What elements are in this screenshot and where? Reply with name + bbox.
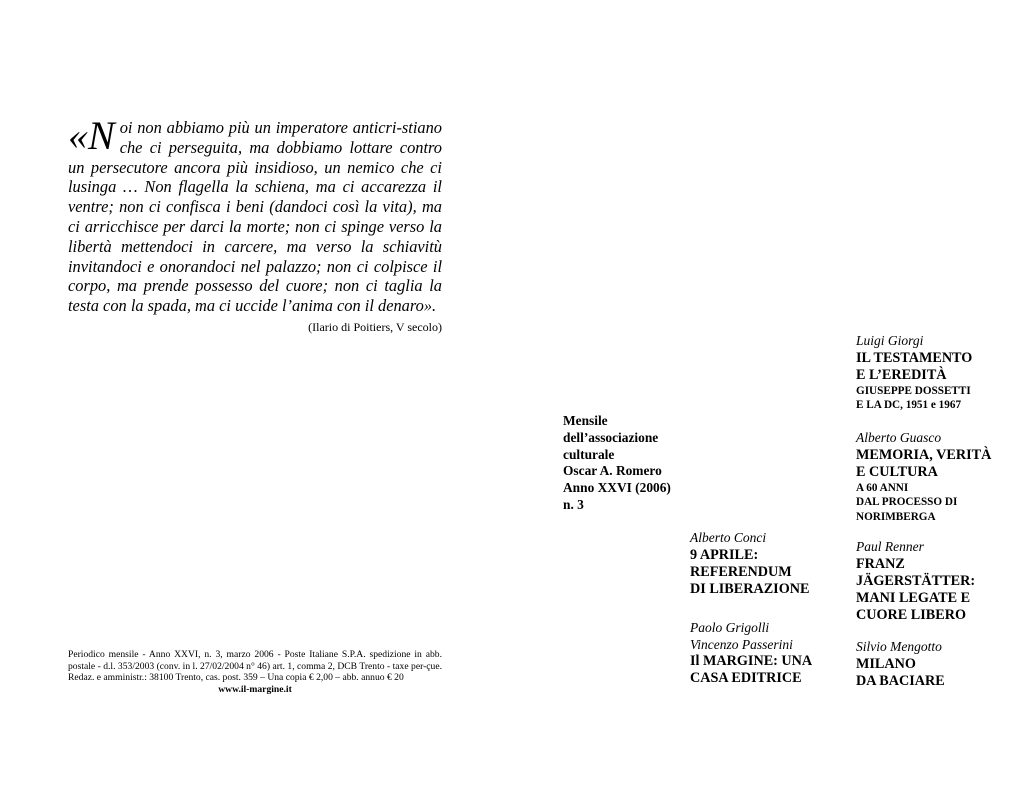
epigraph <box>68 113 442 335</box>
article-title: DA BACIARE <box>856 672 945 689</box>
article-author: Luigi Giorgi <box>856 333 924 348</box>
article-subtitle: E LA DC, 1951 e 1967 <box>856 399 962 411</box>
masthead-line: Anno XXVI (2006) <box>563 480 671 496</box>
colophon <box>68 649 442 695</box>
article-title: E CULTURA <box>856 463 938 480</box>
article-mengotto <box>856 639 1021 690</box>
article-subtitle: NORIMBERGA <box>856 510 936 523</box>
article-title: CUORE LIBERO <box>856 606 966 623</box>
article-title: DI LIBERAZIONE <box>690 580 810 597</box>
article-renner <box>856 539 1021 624</box>
article-author: Paolo Grigolli <box>690 620 770 635</box>
quote-attribution: (Ilario di Poitiers, V secolo) <box>308 319 442 334</box>
masthead <box>563 413 693 514</box>
article-title: MANI LEGATE E <box>856 589 971 606</box>
article-title: E L’EREDITÀ <box>856 366 947 383</box>
article-guasco <box>856 430 1021 524</box>
article-title: IL TESTAMENTO <box>856 349 973 366</box>
masthead-line: culturale <box>563 446 615 462</box>
article-title: FRANZ <box>856 555 905 572</box>
colophon-text: Periodico mensile - Anno XXVI, n. 3, marzo 2006 - Poste Italiane S.P.A. spedizione in abb. postale - d.l. 353/2003 (conv. in l. 27/02/2004 n° 46) art. 1, comma 2, DCB Trento - taxe per-çue. Redaz. e amministr.: 38100 Trento, cas. post. 359 – Una copia € 2,00 – abb. annuo € 20 <box>68 649 442 683</box>
article-title: 9 APRILE: <box>690 546 759 563</box>
article-title: CASA EDITRICE <box>690 670 802 686</box>
article-grigolli <box>690 620 840 687</box>
article-author: Vincenzo Passerini <box>690 636 793 652</box>
article-title: JÄGERSTÄTTER: <box>856 572 976 589</box>
article-title: Il MARGINE: UNA <box>690 653 813 669</box>
masthead-line: Oscar A. Romero <box>563 463 662 479</box>
drop-cap: «N <box>68 113 115 158</box>
website-link[interactable]: www.il-margine.it <box>218 683 292 695</box>
article-giorgi <box>856 333 1021 413</box>
article-author: Paul Renner <box>856 539 924 554</box>
article-author: Alberto Conci <box>690 530 767 545</box>
masthead-line: n. 3 <box>563 496 584 512</box>
masthead-line: Mensile <box>563 413 608 428</box>
article-conci <box>690 530 840 598</box>
epigraph-quote <box>68 113 442 316</box>
article-subtitle: DAL PROCESSO DI <box>856 496 958 508</box>
article-title: REFERENDUM <box>690 563 792 580</box>
article-author: Alberto Guasco <box>856 430 942 445</box>
masthead-line: dell’associazione <box>563 429 659 445</box>
article-author: Silvio Mengotto <box>856 639 942 654</box>
article-subtitle: GIUSEPPE DOSSETTI <box>856 384 971 397</box>
article-subtitle: A 60 ANNI <box>856 481 909 494</box>
article-title: MEMORIA, VERITÀ <box>856 446 992 463</box>
article-title: MILANO <box>856 655 916 672</box>
quote-text: oi non abbiamo più un imperatore anticri-stiano che ci perseguita, ma dobbiamo lottare contro un persecutore ancora più insidioso, un nemico che ci lusinga … Non flagella la schiena, ma ci accarezza il ventre; non ci confisca i beni (dandoci così la vita), ma ci arricchisce per darci la morte; non ci spinge verso la libertà mettendoci in carcere, ma verso la schiavitù invitandoci e onorandoci nel palazzo; non ci colpisce il corpo, ma prende possesso del cuore; non ci taglia la testa con la spada, ma ci uccide l’anima con il denaro». <box>68 118 442 316</box>
